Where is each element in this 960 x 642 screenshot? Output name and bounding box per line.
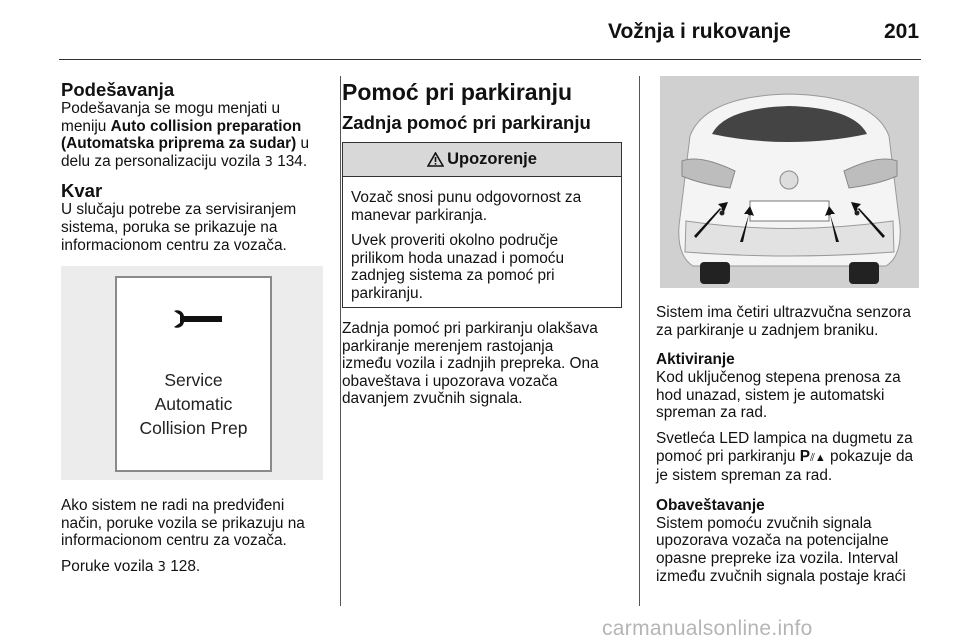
settings-heading: Podešavanja — [61, 79, 175, 100]
page-number: 201 — [884, 20, 920, 43]
message-line-3: Collision Prep — [139, 418, 248, 438]
parking-aid-glyph-icon: ⫽▲ — [809, 451, 826, 464]
section-title: Pomoć pri parkiranju — [342, 79, 573, 105]
subsection-title: Zadnja pomoć pri parkiranju — [342, 112, 591, 133]
warning-heading: Upozorenje — [447, 150, 537, 168]
page-reference: 134. — [277, 152, 308, 170]
service-message-image — [61, 266, 323, 480]
fault-heading: Kvar — [61, 180, 103, 202]
watermark-logo: carmanualsonline.info — [602, 617, 813, 640]
warning-box — [342, 142, 622, 308]
message-display-panel — [115, 276, 272, 472]
warning-para-2: Uvek proveriti okolno područje prilikom hoda unazad i pomoću zadnjeg sistema za pomoć pri parkiranju. — [351, 232, 565, 302]
sensor-arrow-icon — [740, 206, 754, 242]
page-reference-icon: 3 — [157, 559, 166, 575]
notification-heading: Obaveštavanje — [656, 496, 765, 514]
sensor-arrow-icons — [660, 76, 919, 288]
column-divider-left — [340, 76, 341, 606]
malfunction-text: Ako sistem ne radi na predviđeni način, poruke vozila se prikazuju na informacionom centru za vozača. — [61, 497, 305, 550]
column-2 — [342, 78, 626, 134]
led-text: Svetleća LED lampica na dugmetu za pomoć pri parkiranju P⫽▲ pokazuje da je sistem spreman za rad. — [656, 429, 914, 485]
activation-heading: Aktiviranje — [656, 351, 735, 369]
warning-triangle-icon — [427, 152, 444, 167]
parking-aid-description: Zadnja pomoć pri parkiranju olakšava parkiranje merenjem rastojanja između vozila i zadnjih prepreka. Ona obaveštava i upozorava vozača davanjem zvučnih signala. — [342, 320, 599, 408]
notification-text: Sistem pomoću zvučnih signala upozorava vozača na potencijalne opasne prepreke iza vozila. Interval između zvučnih signala postaje kraći — [656, 514, 906, 585]
warning-para-1: Vozač snosi punu odgovornost za manevar parkiranja. — [351, 189, 582, 224]
column-2-body — [342, 320, 632, 408]
fault-text: U slučaju potrebe za servisiranjem sistema, poruka se prikazuje na informacionom centru za vozača. — [61, 201, 297, 254]
sensor-arrow-icon — [851, 202, 885, 238]
menu-name: Auto collision preparation — [110, 117, 302, 135]
parking-aid-icon: P — [799, 447, 810, 465]
message-line-1: Service — [164, 370, 223, 390]
activation-text: Kod uključenog stepena prenosa za hod unazad, sistem je automatski spreman za rad. — [656, 369, 901, 422]
settings-text: Podešavanja se mogu menjati u meniju Auto collision preparation (Automatska priprema za sudar) u delu za personalizaciju vozila 3 134. — [61, 100, 310, 170]
column-divider-right — [639, 76, 640, 606]
car-rear-sensors-image — [660, 76, 919, 288]
menu-name-translation: (Automatska priprema za sudar) — [61, 135, 297, 153]
sensor-arrow-icon — [825, 206, 839, 242]
page-reference-icon: 3 — [264, 154, 273, 170]
message-line-2: Automatic — [154, 394, 233, 414]
chapter-title: Vožnja i rukovanje — [608, 20, 791, 43]
column-3 — [656, 304, 928, 585]
column-1-bottom — [61, 497, 333, 576]
sensors-caption: Sistem ima četiri ultrazvučna senzora za parkiranje u zadnjem braniku. — [656, 304, 911, 339]
sensor-arrow-icon — [694, 202, 728, 238]
vehicle-messages-ref: Poruke vozila 3 128. — [61, 557, 201, 575]
wrench-icon — [172, 308, 224, 330]
warning-header — [343, 143, 621, 177]
column-1 — [61, 80, 333, 254]
header-rule — [59, 59, 921, 60]
